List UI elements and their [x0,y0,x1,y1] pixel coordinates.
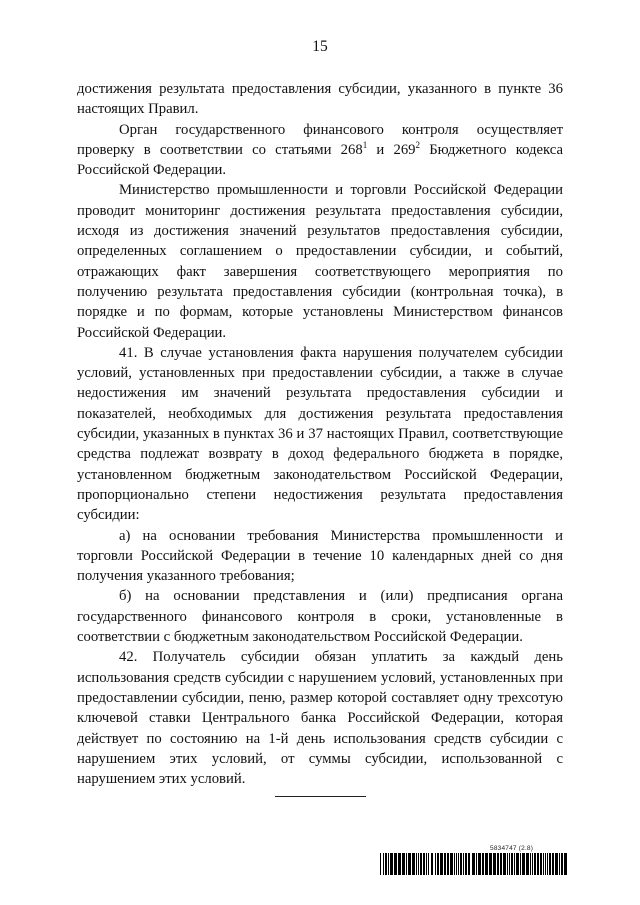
end-of-text-rule [275,796,366,797]
paragraph-41-item-b: б) на основании представления и (или) предписания органа государственного финансового контроля в сроки, установленные в соответствии с бюджетным законодательством Российской Федерации. [77,588,563,646]
paragraph-42: 42. Получатель субсидии обязан уплатить за каждый день использования средств субсидии с нарушением условий, установленных при предоставлении субсидии, пеню, размер которой составляет одну трехсотую ключевой ставки Центрального банка Российской Федерации, которая действует по состоянию на 1-й день использования средств субсидии с нарушением этих условий, от суммы субсидии, использованной с нарушением этих условий. [77,649,563,788]
document-body [77,79,563,789]
paragraph-continuation: достижения результата предоставления субсидии, указанного в пункте 36 настоящих Правил. [77,81,563,118]
page-number: 15 [312,38,328,55]
paragraph-text: Орган государственного финансового контроля осуществляет проверку в соответствии со статьями 268 [77,121,563,158]
barcode-image [380,853,570,875]
paragraph-41-item-a: а) на основании требования Министерства промышленности и торговли Российской Федерации в течение 10 календарных дней со дня получения указанного требования; [77,527,563,585]
paragraph-41: 41. В случае установления факта нарушения получателем субсидии условий, установленных при предоставлении субсидии, а также в случае недостижения им значений результата предоставления субсидии и показателей, необходимых для достижения результата предоставления субсидии, указанных в пунктах 36 и 37 настоящих Правил, соответствующие средства подлежат возврату в доход федерального бюджета в порядке, установленном бюджетным законодательством Российской Федерации, пропорционально степени недостижения результата предоставления субсидии: [77,344,563,524]
article-superscript: 1 [362,140,368,150]
article-superscript: 2 [415,140,421,150]
paragraph-text: Бюджетного кодекса Российской Федерации. [77,141,563,179]
paragraph-text: и 269 [367,141,416,158]
paragraph-state-control [77,120,563,181]
document-code: 5834747 (2.8) [490,845,534,852]
paragraph-ministry-monitoring: Министерство промышленности и торговли Российской Федерации проводит мониторинг достижения результата предоставления субсидии, исходя из достижения значений результатов предоставления субсидии, определенных соглашением о предоставлении субсидии, и событий, отражающих факт завершения соответствующего мероприятия по получению результата предоставления субсидии (контрольная точка), в порядке и по формам, которые установлены Министерством финансов Российской Федерации. [77,182,563,341]
